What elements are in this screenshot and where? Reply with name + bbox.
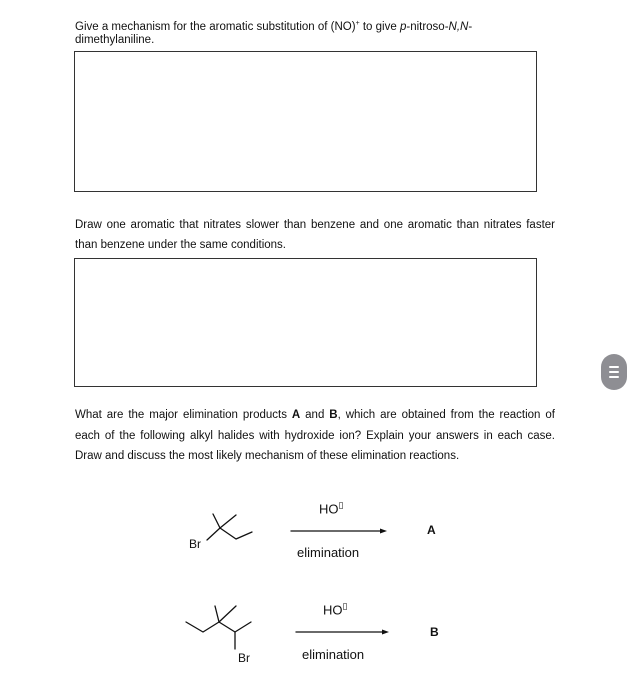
reaction-1-charge-icon: ▯ <box>338 500 344 510</box>
molecule-1-methyl-2 <box>220 515 236 528</box>
reaction-2-bromine-label: Br <box>238 651 250 665</box>
molecule-1-methyl-1 <box>213 514 220 528</box>
question-1-italic-nn: N,N <box>448 20 469 33</box>
question-1-text-d: -dimethylaniline. <box>75 20 473 46</box>
reaction-2-reagent <box>323 601 347 617</box>
reaction-1-condition: elimination <box>297 545 360 560</box>
reaction-1-reagent <box>319 500 343 516</box>
molecule-2-skeleton <box>186 622 251 632</box>
question-1-text-a: Give a mechanism for the aromatic substitution of (NO) <box>75 20 356 33</box>
product-b-label: B <box>430 625 439 639</box>
reaction-2-arrow-head-icon <box>382 630 389 635</box>
molecule-1-skeleton <box>207 528 252 540</box>
question-3-text-b: and <box>300 409 330 421</box>
reaction-1-reagent-label: HO <box>319 501 339 517</box>
reaction-2-reagent-label: HO <box>323 602 343 618</box>
question-3-product-b: B <box>329 409 338 421</box>
question-3-text-c: , which are obtained from the reaction of each of the following alkyl halides with hydroxide ion? Explain your answers in each case. Draw and discuss the most likely mechanism of these elimination reactions. <box>75 409 555 462</box>
reaction-1-bromine-label: Br <box>189 537 201 551</box>
question-1-text-b: to give <box>359 20 400 33</box>
molecule-2-methyl-2 <box>219 606 236 622</box>
question-2: Draw one aromatic that nitrates slower than benzene and one aromatic than nitrates faster than benzene under the same conditions. <box>75 219 555 251</box>
reaction-2-charge-icon: ▯ <box>342 601 348 611</box>
reaction-1-arrow-head-icon <box>380 529 387 534</box>
molecule-2-methyl-1 <box>215 606 219 622</box>
reaction-2-condition: elimination <box>302 647 365 662</box>
question-3-product-a: A <box>291 409 301 421</box>
question-1-charge: + <box>355 20 360 27</box>
question-3-text-a: What are the major elimination products <box>75 409 292 421</box>
product-a-label: A <box>427 523 436 537</box>
question-1-italic-p: p <box>399 20 407 33</box>
question-1-text-c: -nitroso- <box>406 20 449 33</box>
